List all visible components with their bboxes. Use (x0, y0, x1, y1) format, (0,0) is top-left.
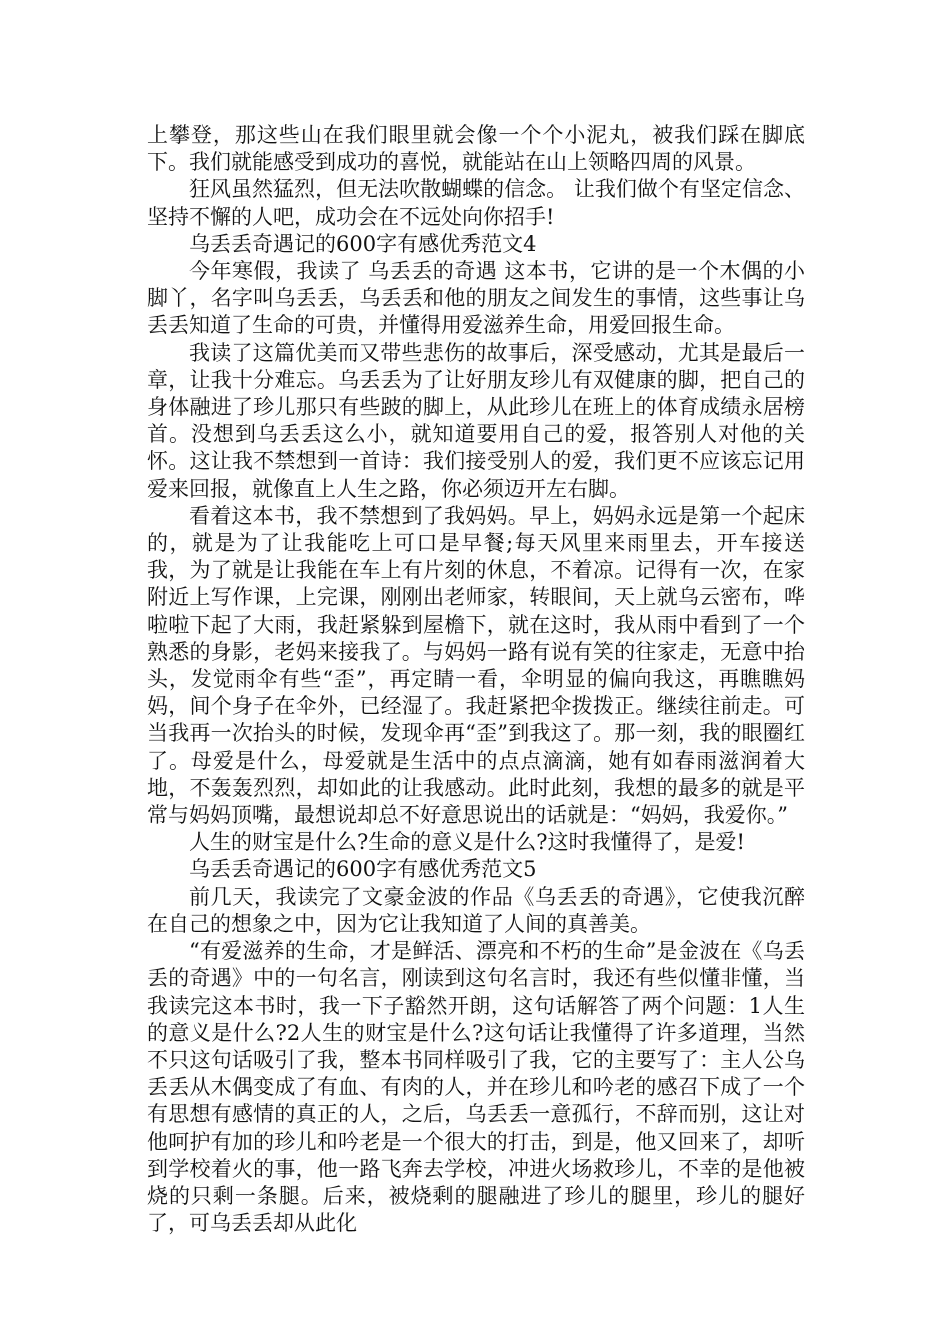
paragraph: “有爱滋养的生命，才是鲜活、漂亮和不朽的生命”是金波在《乌丢丢的奇遇》中的一句名言，刚读到这句名言时，我还有些似懂非懂，当我读完这本书时，我一下子豁然开朗，这句话解答了两个问题：1人生的意义是什么?2人生的财宝是什么?这句话让我懂得了许多道理，当然不只这句话吸引了我，整本书同样吸引了我，它的主要写了：主人公乌丢丢从木偶变成了有血、有肉的人，并在珍儿和吟老的感召下成了一个有思想有感情的真正的人，之后，乌丢丢一意孤行，不辞而别，这让对他呵护有加的珍儿和吟老是一个很大的打击，到是，他又回来了，却听到学校着火的事，他一路飞奔去学校，冲进火场救珍儿，不幸的是他被烧的只剩一条腿。后来，被烧剩的腿融进了珍儿的腿里，珍儿的腿好了，可乌丢丢却从此化 (147, 939, 805, 1236)
section-heading: 乌丢丢奇遇记的600字有感优秀范文5 (189, 857, 537, 882)
paragraph: 前几天，我读完了文豪金波的作品《乌丢丢的奇遇》，它使我沉醉在自己的想象之中，因为它让我知道了人间的真善美。 (147, 884, 805, 936)
paragraph: 人生的财宝是什么?生命的意义是什么?这时我懂得了，是爱! (189, 830, 745, 855)
document-body (147, 122, 805, 1237)
paragraph: 狂风虽然猛烈，但无法吹散蝴蝶的信念。 让我们做个有坚定信念、坚持不懈的人吧，成功会在不远处向你招手! (147, 177, 805, 229)
section-heading: 乌丢丢奇遇记的600字有感优秀范文4 (189, 231, 537, 256)
paragraph: 今年寒假，我读了 乌丢丢的奇遇 这本书，它讲的是一个木偶的小脚丫，名字叫乌丢丢，乌丢丢和他的朋友之间发生的事情，这些事让乌丢丢知道了生命的可贵，并懂得用爱滋养生命，用爱回报生命。 (147, 259, 805, 338)
paragraph: 我读了这篇优美而又带些悲伤的故事后，深受感动，尤其是最后一章，让我十分难忘。乌丢丢为了让好朋友珍儿有双健康的脚，把自己的身体融进了珍儿那只有些跛的脚上，从此珍儿在班上的体育成绩永居榜首。没想到乌丢丢这么小，就知道要用自己的爱，报答别人对他的关怀。这让我不禁想到一首诗：我们接受别人的爱，我们更不应该忘记用爱来回报，就像直上人生之路，你必须迈开左右脚。 (147, 340, 805, 501)
paragraph: 看着这本书，我不禁想到了我妈妈。早上，妈妈永远是第一个起床的，就是为了让我能吃上可口是早餐;每天风里来雨里去，开车接送我，为了就是让我能在车上有片刻的休息，不着凉。记得有一次，在家附近上写作课，上完课，刚刚出老师家，转眼间，天上就乌云密布，哗啦啦下起了大雨，我赶紧躲到屋檐下，就在这时，我从雨中看到了一个熟悉的身影，老妈来接我了。与妈妈一路有说有笑的往家走，无意中抬头，发觉雨伞有些“歪”，再定睛一看，伞明显的偏向我这，再瞧瞧妈妈，间个身子在伞外，已经湿了。我赶紧把伞拨拨正。继续往前走。可当我再一次抬头的时候，发现伞再“歪”到我这了。那一刻，我的眼圈红了。母爱是什么，母爱就是生活中的点点滴滴，她有如春雨滋润着大地，不轰轰烈烈，却如此的让我感动。此时此刻，我想的最多的就是平常与妈妈顶嘴，最想说却总不好意思说出的话就是：“妈妈，我爱你。” (147, 503, 805, 828)
paragraph: 上攀登，那这些山在我们眼里就会像一个个小泥丸，被我们踩在脚底下。我们就能感受到成功的喜悦，就能站在山上领略四周的风景。 (147, 123, 805, 175)
